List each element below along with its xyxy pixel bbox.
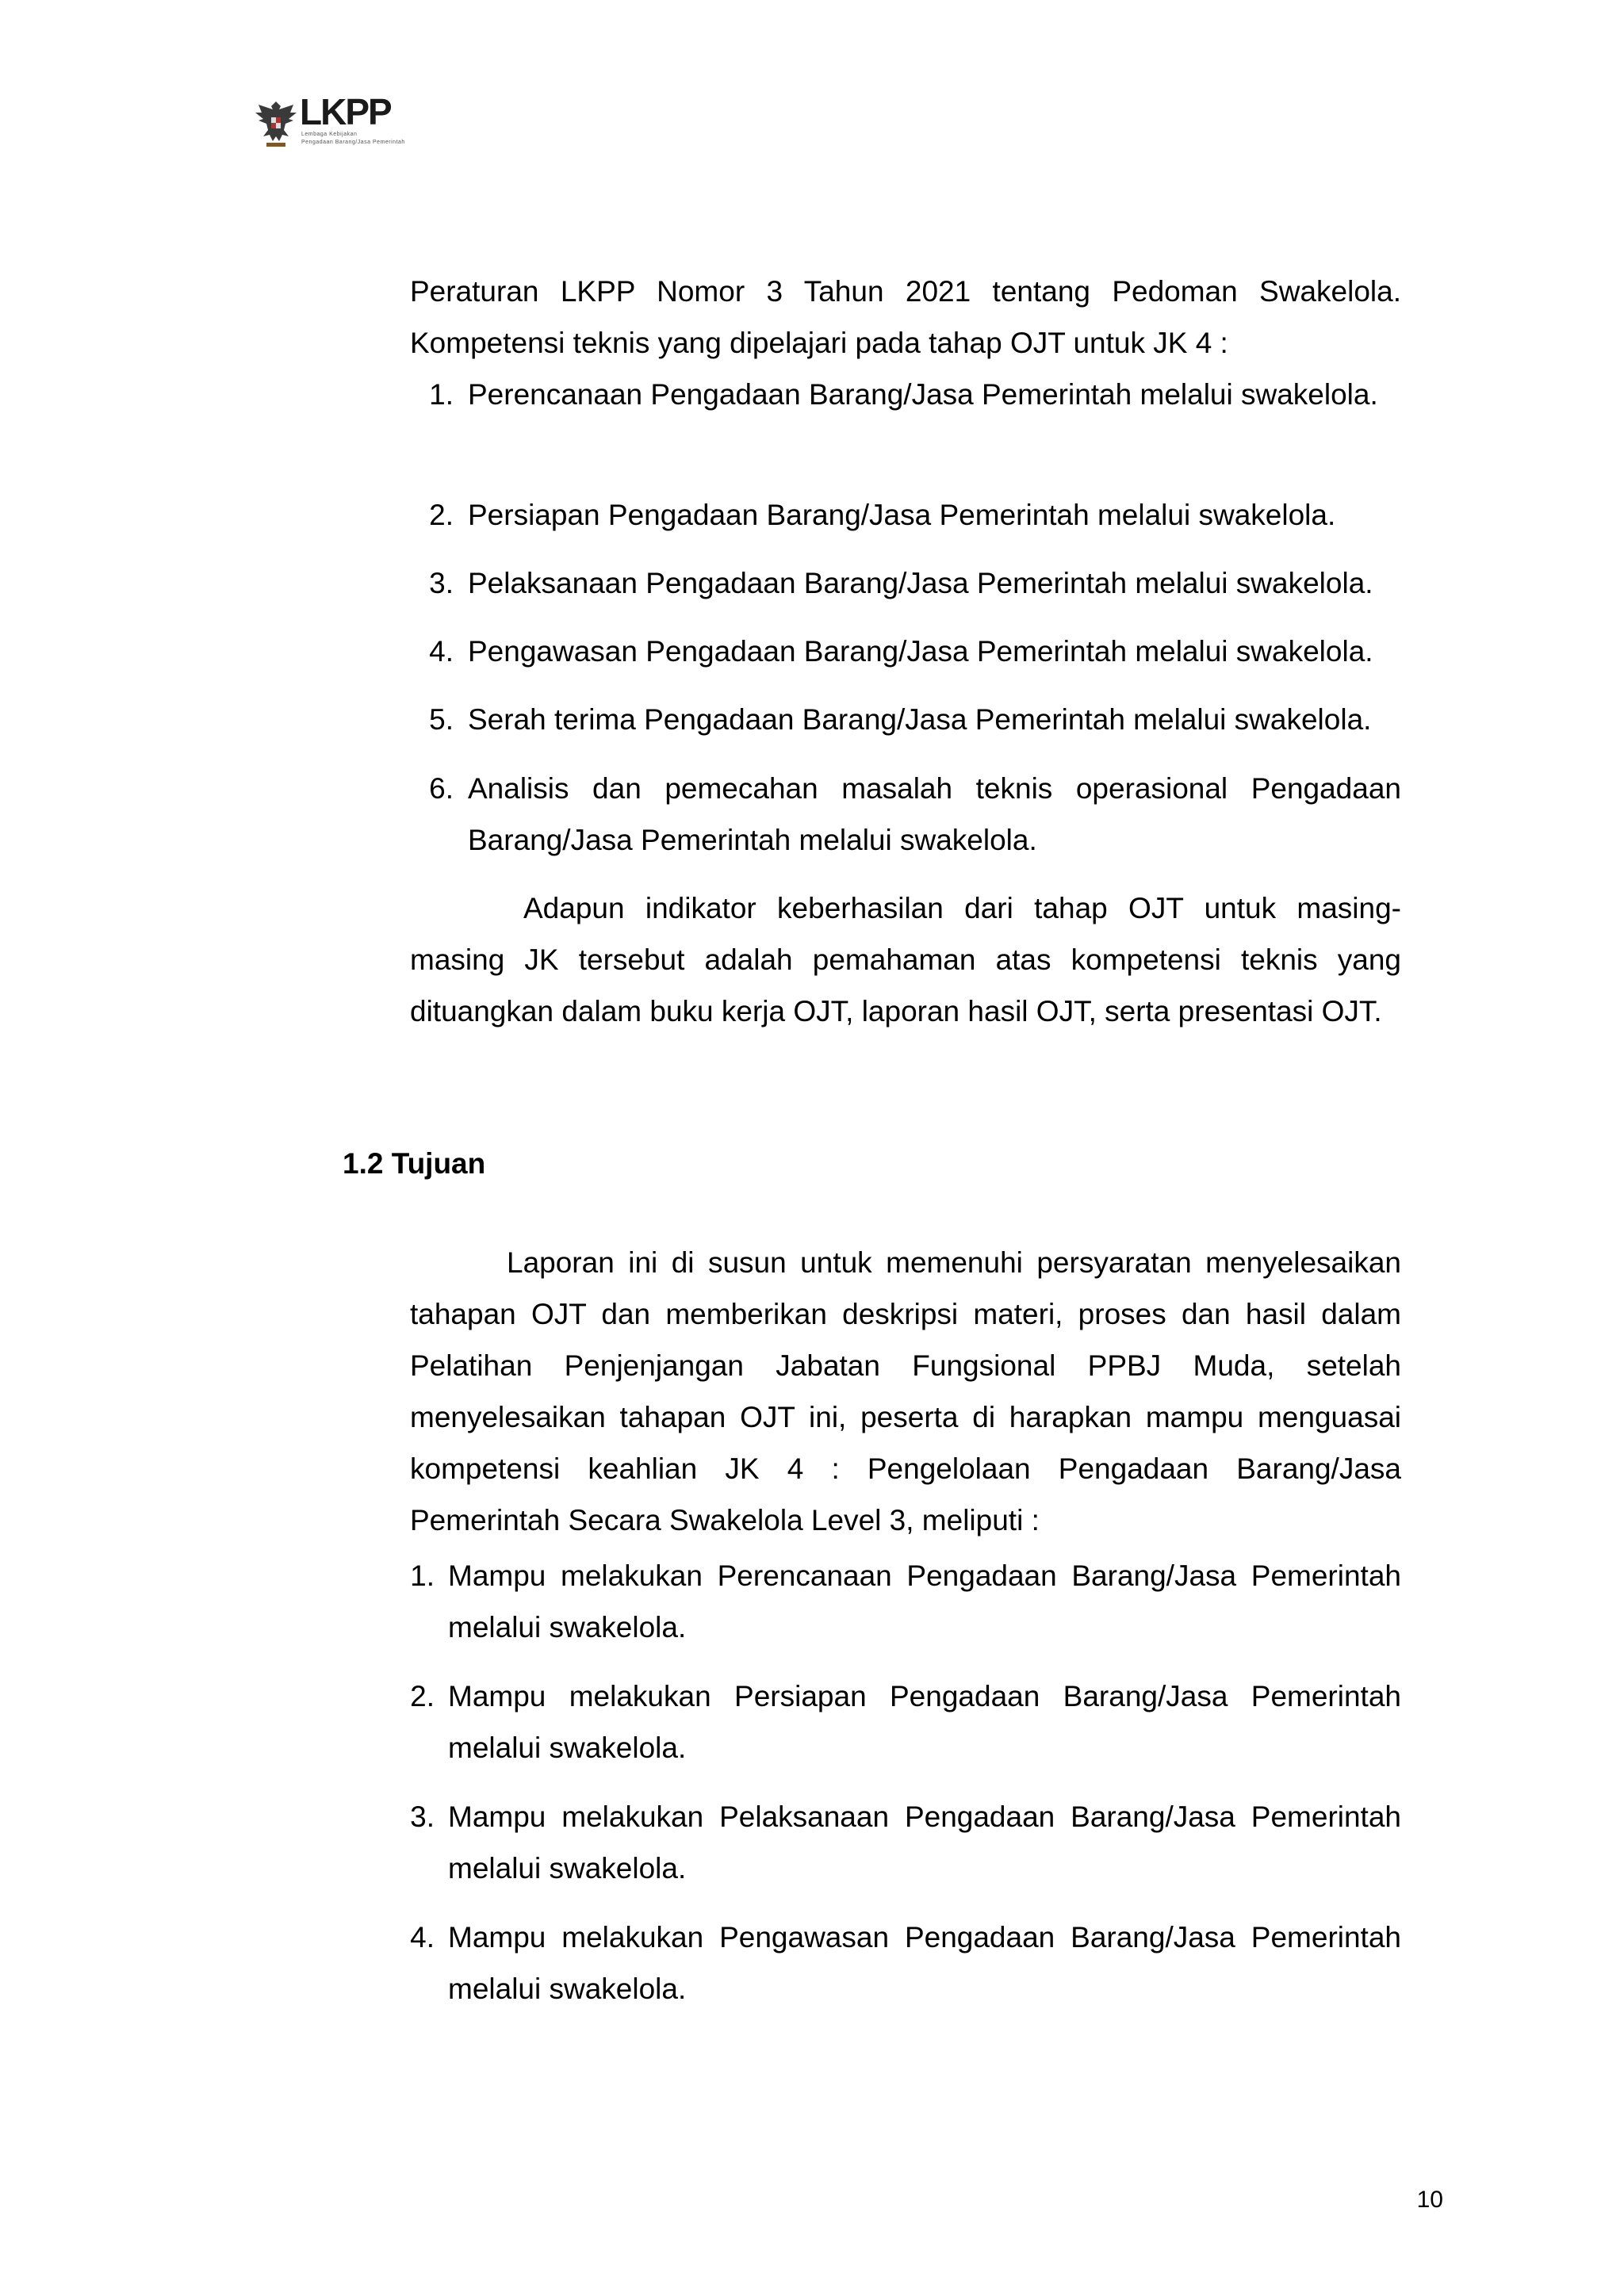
- list-number: 4.: [429, 635, 454, 668]
- list-number: 2.: [410, 1680, 435, 1712]
- logo-subtitle-line2: Pengadaan Barang/Jasa Pemerintah: [301, 140, 405, 145]
- list-number: 5.: [429, 703, 454, 736]
- intro-line-1: Peraturan LKPP Nomor 3 Tahun 2021 tentang Pedoman Swakelola.: [410, 275, 1401, 308]
- list-text: Analisis dan pemecahan masalah teknis operasional Pengadaan Barang/Jasa Pemerintah melalui swakelola.: [468, 772, 1401, 856]
- list-number: 2.: [429, 499, 454, 531]
- list-number: 4.: [410, 1921, 435, 1954]
- list-text: Pengawasan Pengadaan Barang/Jasa Pemerintah melalui swakelola.: [468, 635, 1373, 668]
- list-text: Mampu melakukan Persiapan Pengadaan Barang/Jasa Pemerintah melalui swakelola.: [448, 1680, 1401, 1764]
- section-paragraph: Laporan ini di susun untuk memenuhi persyaratan menyelesaikan tahapan OJT dan memberikan deskripsi materi, proses dan hasil dalam Pelatihan Penjenjangan Jabatan Fungsional PPBJ Muda, setelah menyelesaikan tahapan OJT ini, peserta di harapkan mampu menguasai kompetensi keahlian JK 4 : Pengelolaan Pengadaan Barang/Jasa Pemerintah Secara Swakelola Level 3, meliputi :: [410, 1246, 1401, 1536]
- list-text: Pelaksanaan Pengadaan Barang/Jasa Pemerintah melalui swakelola.: [468, 567, 1373, 599]
- garuda-emblem-icon: [252, 95, 300, 152]
- list-number: 1.: [410, 1559, 435, 1592]
- list-text: Perencanaan Pengadaan Barang/Jasa Pemerintah melalui swakelola.: [468, 378, 1378, 411]
- indicator-paragraph: Adapun indikator keberhasilan dari tahap OJT untuk masing-masing JK tersebut adalah pemahaman atas kompetensi teknis yang dituangkan dalam buku kerja OJT, laporan hasil OJT, serta presentasi OJT.: [410, 892, 1401, 1027]
- intro-line-2: Kompetensi teknis yang dipelajari pada tahap OJT untuk JK 4 :: [410, 327, 1228, 359]
- logo-subtitle-line1: Lembaga Kebijakan: [301, 132, 358, 137]
- list-number: 6.: [429, 772, 454, 805]
- list-text: Mampu melakukan Pelaksanaan Pengadaan Barang/Jasa Pemerintah melalui swakelola.: [448, 1800, 1401, 1885]
- list-number: 3.: [410, 1800, 435, 1833]
- list-text: Persiapan Pengadaan Barang/Jasa Pemerintah melalui swakelola.: [468, 499, 1336, 531]
- page-number: 10: [1416, 2187, 1443, 2213]
- list-text: Mampu melakukan Perencanaan Pengadaan Barang/Jasa Pemerintah melalui swakelola.: [448, 1559, 1401, 1644]
- logo-wordmark: LKPP: [300, 91, 391, 132]
- lkpp-logo: [252, 91, 450, 159]
- list-text: Serah terima Pengadaan Barang/Jasa Pemerintah melalui swakelola.: [468, 703, 1372, 736]
- section-heading: 1.2 Tujuan: [343, 1147, 486, 1180]
- list-number: 1.: [429, 378, 454, 411]
- list-text: Mampu melakukan Pengawasan Pengadaan Barang/Jasa Pemerintah melalui swakelola.: [448, 1921, 1401, 2005]
- list-number: 3.: [429, 567, 454, 599]
